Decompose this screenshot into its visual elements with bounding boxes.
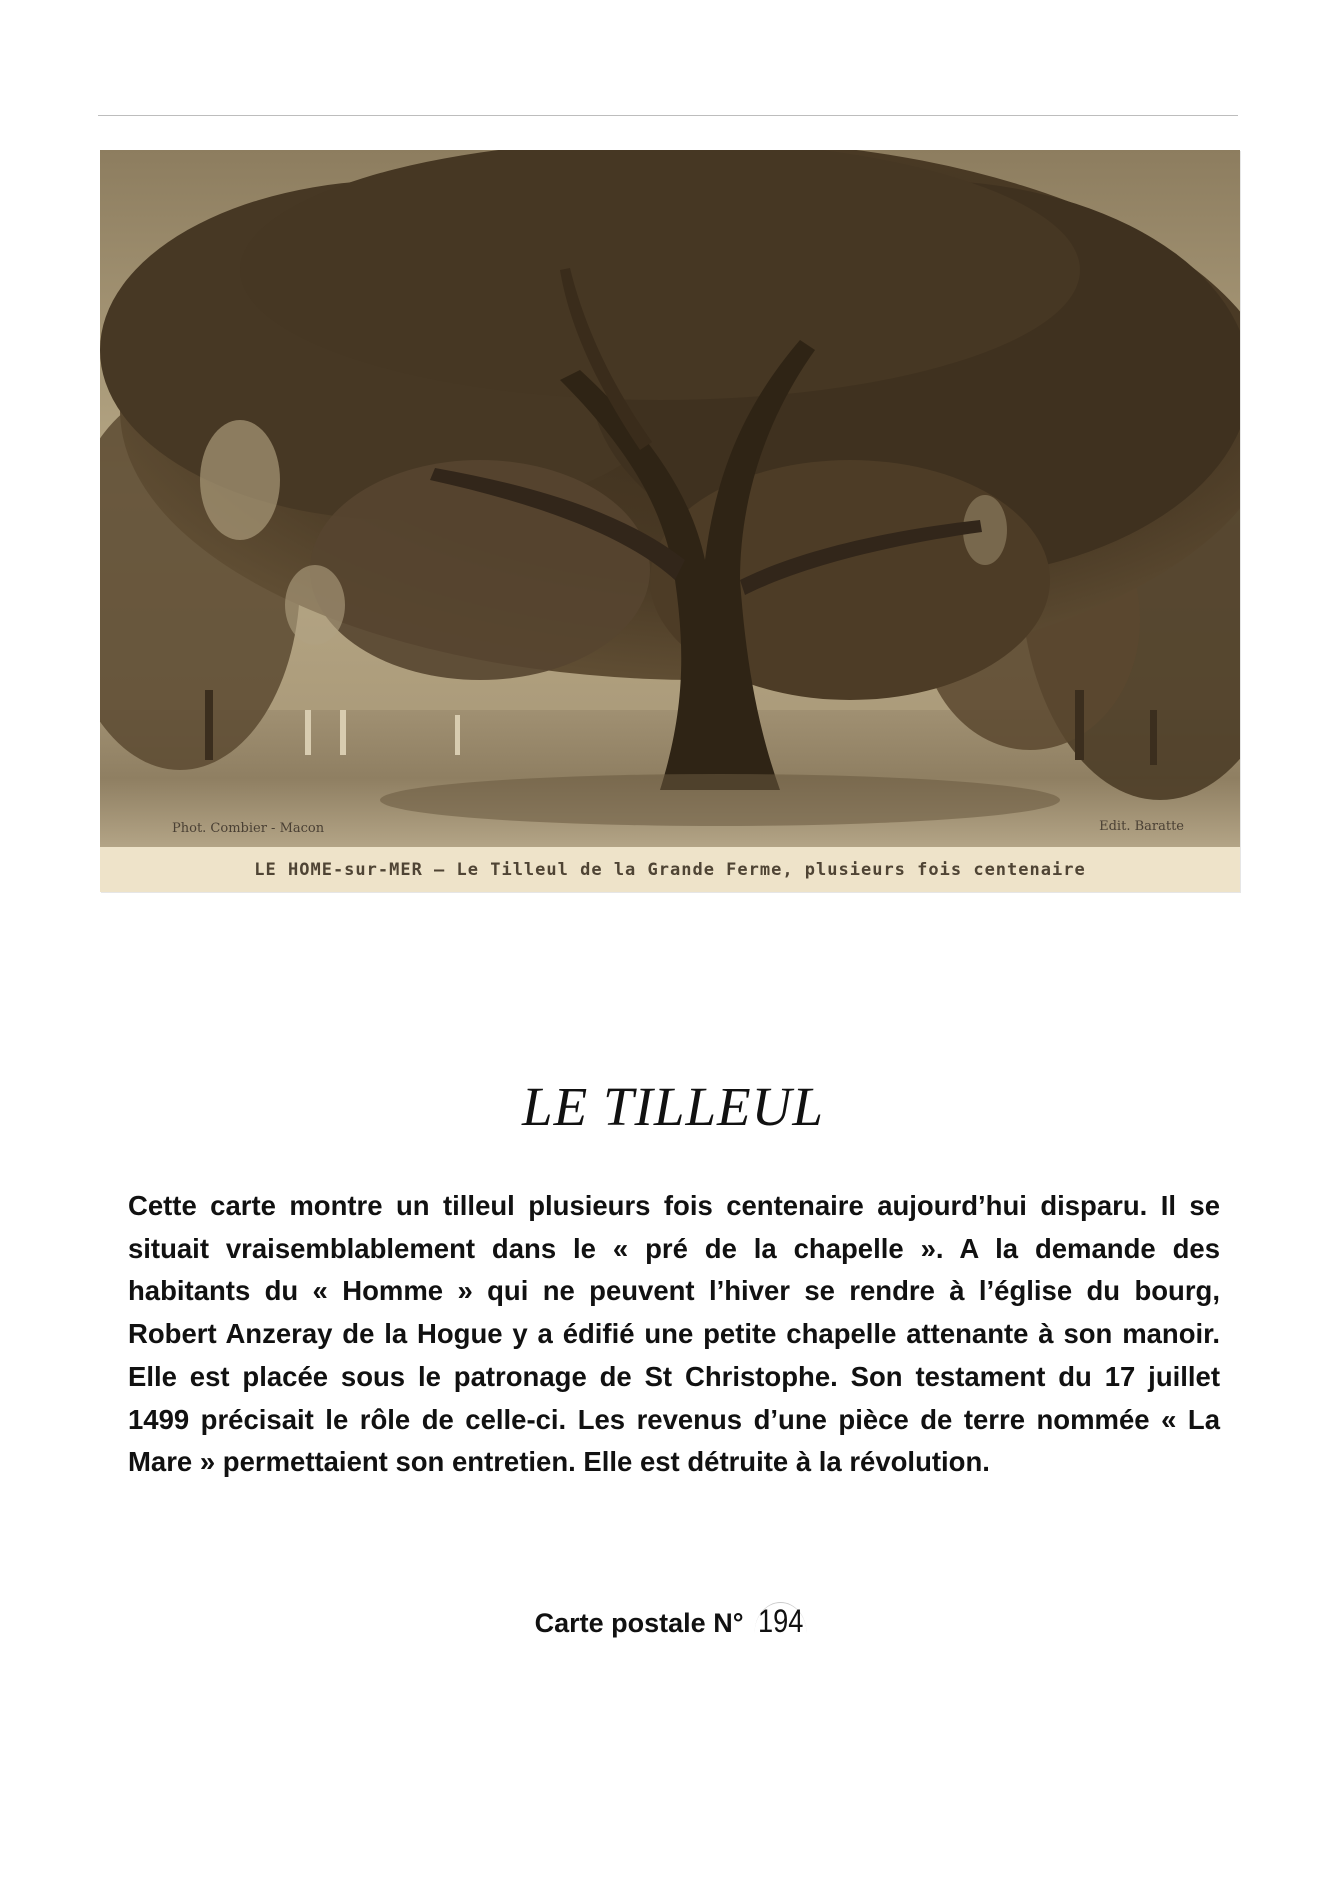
linden-tree-illustration (100, 150, 1240, 847)
postcard-reference-label: Carte postale N° (534, 1608, 744, 1638)
photo-credit: Phot. Combier - Macon (172, 821, 325, 836)
postcard-caption: LE HOME-sur-MER — Le Tilleul de la Grande Ferme, plusieurs fois centenaire (100, 847, 1240, 892)
postcard-image (100, 150, 1240, 892)
tree-photo (100, 150, 1240, 847)
postcard-reference (0, 1602, 1326, 1640)
top-rule (98, 115, 1238, 116)
photo-editor: Edit. Baratte (1099, 819, 1184, 834)
page-title: LE TILLEUL (522, 1076, 824, 1137)
postcard-reference-number: 194 (755, 1602, 807, 1640)
body-paragraph: Cette carte montre un tilleul plusieurs fois centenaire aujourd’hui disparu. Il se situait vraisemblablement dans le « pré de la chapelle ». A la demande des habitants du « Homme » qui ne peuvent l’hiver se rendre à l’église du bourg, Robert Anzeray de la Hogue y a édifié une petite chapelle attenante à son manoir. Elle est placée sous le patronage de St Christophe. Son testament du 17 juillet 1499 précisait le rôle de celle-ci. Les revenus d’une pièce de terre nommée « La Mare » permettaient son entretien. Elle est détruite à la révolution. (128, 1190, 1220, 1478)
